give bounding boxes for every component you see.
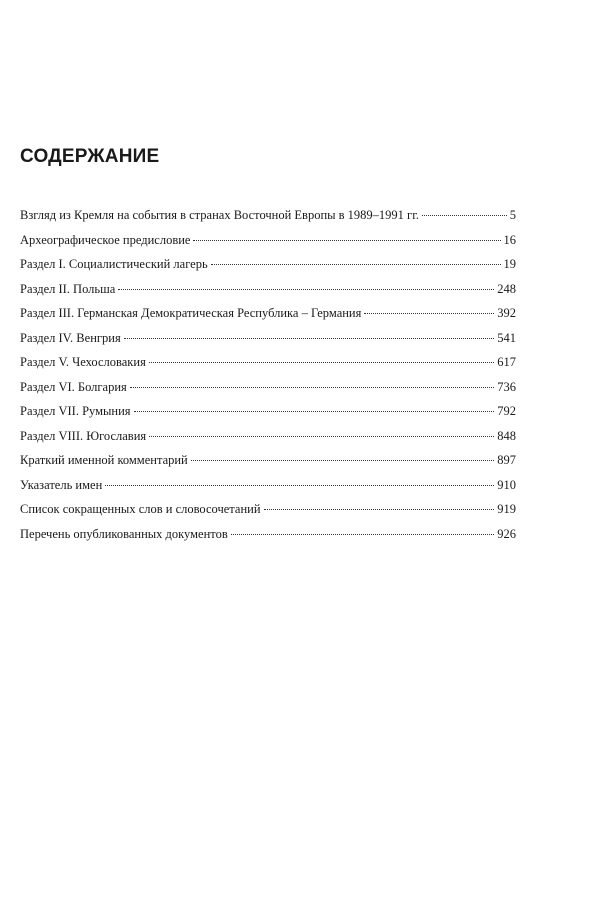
toc-entry	[20, 277, 516, 302]
dot-leader	[149, 362, 494, 363]
dot-leader	[193, 240, 500, 241]
toc-entry-page: 248	[497, 281, 516, 296]
dot-leader	[231, 534, 495, 535]
dot-leader	[264, 509, 495, 510]
toc-entry-page: 926	[497, 526, 516, 541]
toc-entry-label: Раздел VI. Болгария	[20, 379, 127, 394]
toc-entry-page: 848	[497, 428, 516, 443]
toc-entry-page: 792	[497, 404, 516, 418]
toc-entry-page: 897	[497, 453, 516, 467]
toc-entry-page: 16	[503, 232, 516, 247]
toc-entry	[20, 228, 516, 253]
toc-entry-label: Перечень опубликованных документов	[20, 526, 228, 541]
toc-entry	[20, 522, 516, 547]
toc-entry-page: 736	[497, 379, 516, 394]
toc-entry-page: 910	[497, 477, 516, 492]
toc-entry-page: 919	[497, 502, 516, 516]
toc-entry-page: 541	[497, 330, 516, 345]
toc-entry-label: Взгляд из Кремля на события в странах Восточной Европы в 1989–1991 гг.	[20, 208, 420, 222]
toc-entry	[20, 448, 516, 473]
dot-leader	[422, 215, 507, 216]
toc-entry-label: Раздел II. Польша	[20, 281, 116, 296]
toc-entry-label: Раздел VIII. Югославия	[20, 428, 147, 443]
toc-entry-page: 617	[497, 355, 516, 369]
toc-entry-label: Список сокращенных слов и словосочетаний	[20, 502, 261, 516]
toc-entry-page: 5	[509, 208, 516, 222]
toc-entry	[20, 424, 516, 449]
toc-entry-label: Раздел VII. Румыния	[20, 404, 131, 418]
toc-entry-label: Раздел IV. Венгрия	[20, 330, 121, 345]
toc-entry	[20, 301, 516, 326]
toc-entry	[20, 399, 516, 424]
toc-entry	[20, 350, 516, 375]
dot-leader	[118, 289, 494, 290]
toc-entry-page: 19	[503, 257, 516, 271]
toc-entry-label: Раздел III. Германская Демократическая Республика – Германия	[20, 306, 362, 320]
toc-entry	[20, 326, 516, 351]
toc-entry	[20, 473, 516, 498]
toc-entry-label: Раздел V. Чехословакия	[20, 355, 146, 369]
dot-leader	[105, 485, 494, 486]
dot-leader	[134, 411, 495, 412]
toc-entry	[20, 375, 516, 400]
toc-entry	[20, 252, 516, 277]
dot-leader	[364, 313, 494, 314]
toc-entry-label: Краткий именной комментарий	[20, 453, 188, 467]
toc-entry-page: 392	[497, 306, 516, 320]
toc-entry-label: Раздел I. Социалистический лагерь	[20, 257, 208, 271]
toc-entry	[20, 203, 516, 228]
dot-leader	[124, 338, 495, 339]
toc-entry-label: Археографическое предисловие	[20, 232, 191, 247]
toc-entry	[20, 497, 516, 522]
dot-leader	[130, 387, 494, 388]
page-title: СОДЕРЖАНИЕ	[20, 146, 160, 167]
table-of-contents	[20, 203, 516, 546]
toc-entry-label: Указатель имен	[20, 477, 103, 492]
dot-leader	[191, 460, 495, 461]
dot-leader	[211, 264, 501, 265]
dot-leader	[149, 436, 494, 437]
